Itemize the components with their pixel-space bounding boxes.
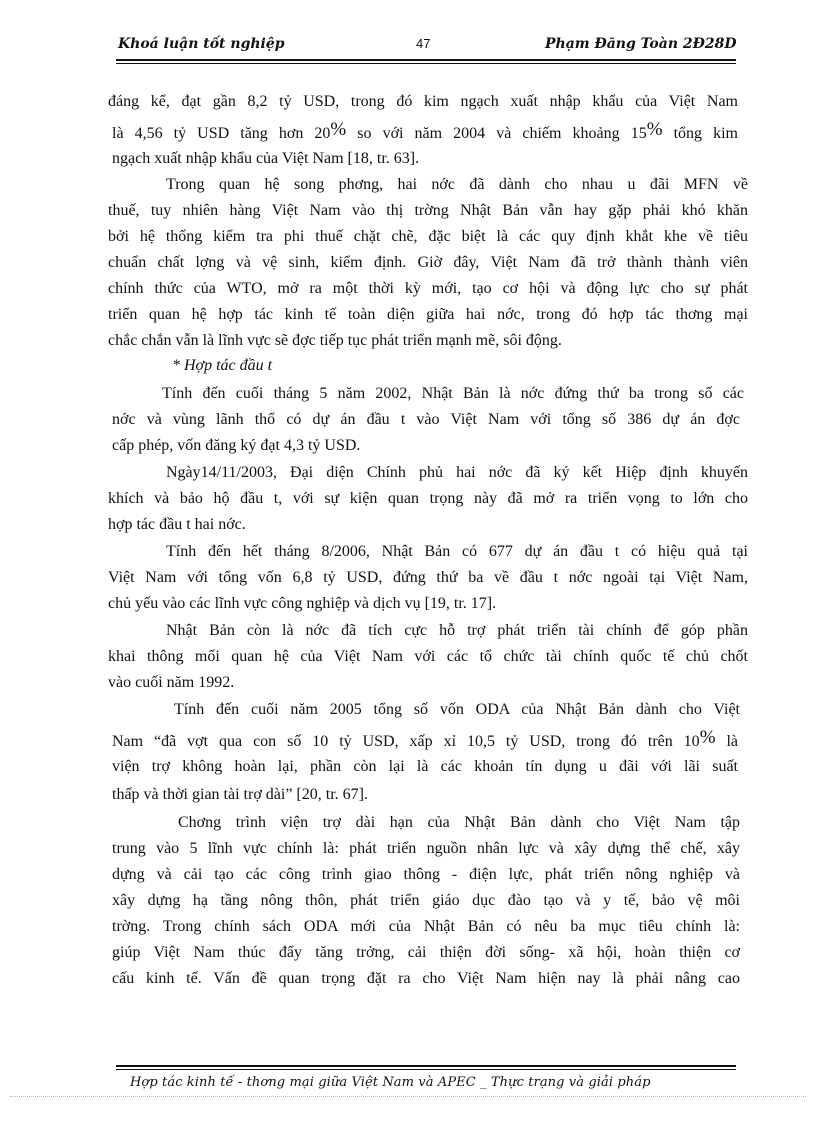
body-line: chủ yếu vào các lĩnh vực công nghiệp và dịch vụ [19, tr. 17]. <box>108 595 497 612</box>
body-line: trờng. Trong chính sách ODA mới của Nhật Bản có nêu ba mục tiêu chính là: <box>112 918 740 935</box>
body-line: Ngày14/11/2003, Đại diện Chính phủ hai nớc đã ký kết Hiệp định khuyến <box>166 464 748 481</box>
body-line: Tính đến hết tháng 8/2006, Nhật Bản có 677 dự án đầu t có hiệu quả tại <box>166 543 748 560</box>
body-line: chuẩn chất lợng và vệ sinh, kiểm định. Giờ đây, Việt Nam đã trở thành thành viên <box>108 254 748 271</box>
line-segment: là 4,56 tỷ USD tăng hơn 20 <box>112 125 331 142</box>
body-line: bởi hệ thống kiểm tra phi thuế chặt chẽ, đặc biệt là các quy định khắt khe về tiêu <box>108 228 748 245</box>
body-line: Việt Nam với tổng vốn 6,8 tỷ USD, đứng thứ ba về đầu t nớc ngoài tại Việt Nam, <box>108 569 748 586</box>
body-line: Nhật Bản còn là nớc đã tích cực hỗ trợ phát triển tài chính để góp phần <box>166 622 748 639</box>
body-line: Trong quan hệ song phơng, hai nớc đã dành cho nhau u đãi MFN về <box>166 176 748 193</box>
header-rule-thin <box>116 63 736 64</box>
body-line: đáng kể, đạt gần 8,2 tỷ USD, trong đó kim ngạch xuất nhập khẩu của Việt Nam <box>108 93 738 110</box>
percent-sign: % <box>330 119 347 140</box>
body-line: viện trợ không hoàn lại, phần còn lại là các khoản tín dụng u đãi với lãi suất <box>112 758 738 775</box>
body-line: xây dựng hạ tầng nông thôn, phát triển giáo dục đào tạo và y tế, bảo vệ môi <box>112 892 740 909</box>
body-line: thấp và thời gian tài trợ dài” [20, tr. 67]. <box>112 786 368 803</box>
body-line: giúp Việt Nam thúc đẩy tăng trởng, cải thiện đời sống- xã hội, hoàn thiện cơ <box>112 944 740 961</box>
body-line: chắc chắn vẫn là lĩnh vực sẽ đợc tiếp tục phát triển mạnh mẽ, sôi động. <box>108 332 562 349</box>
percent-sign: % <box>699 727 716 748</box>
line-segment: so với năm 2004 và chiếm khoảng 15 <box>346 125 647 142</box>
body-line: Chơng trình viện trợ dài hạn của Nhật Bản dành cho Việt Nam tập <box>178 814 740 831</box>
percent-sign: % <box>646 119 663 140</box>
body-line <box>112 728 738 752</box>
body-line: Tính đến cuối năm 2005 tổng số vốn ODA của Nhật Bản dành cho Việt <box>174 701 740 718</box>
body-line: thuế, tuy nhiên hàng Việt Nam vào thị trờng Nhật Bản vẫn hay gặp phải khó khăn <box>108 202 748 219</box>
body-line: nớc và vùng lãnh thổ có dự án đầu t vào Việt Nam với tổng số 386 dự án đợc <box>112 411 740 428</box>
body-line <box>112 120 738 144</box>
body-line: cấp phép, vốn đăng ký đạt 4,3 tỷ USD. <box>112 437 361 454</box>
line-segment: là <box>715 733 738 750</box>
body-line: ngạch xuất nhập khẩu của Việt Nam [18, tr. 63]. <box>112 150 420 167</box>
body-line: Tính đến cuối tháng 5 năm 2002, Nhật Bản là nớc đứng thứ ba trong số các <box>162 385 744 402</box>
header-rule <box>116 59 736 61</box>
line-segment: Nam “đã vợt qua con số 10 tỷ USD, xấp xỉ 10,5 tỷ USD, trong đó trên 10 <box>112 733 700 750</box>
footer-text: Hợp tác kinh tế - thơng mại giữa Việt Nam và APEC _ Thực trạng và giải pháp <box>130 1075 651 1090</box>
footer-rule <box>116 1065 736 1067</box>
body-line: vào cuối năm 1992. <box>108 674 235 691</box>
body-line: hợp tác đầu t hai nớc. <box>108 516 246 533</box>
line-segment: tổng kim <box>662 125 738 142</box>
header-title: Khoá luận tốt nghiệp <box>118 36 285 52</box>
page-edge-divider <box>10 1096 806 1097</box>
body-line: khai thông mối quan hệ của Việt Nam với các tổ chức tài chính quốc tế chủ chốt <box>108 648 748 665</box>
body-line: khích và bảo hộ đầu t, với sự kiện quan trọng này đã mở ra triển vọng to lớn cho <box>108 490 748 507</box>
section-heading: * Hợp tác đầu t <box>172 357 273 374</box>
body-line: triển quan hệ hợp tác kinh tế toàn diện giữa hai nớc, trong đó hợp tác thơng mại <box>108 306 748 323</box>
header-author: Phạm Đăng Toàn 2Đ28D <box>545 36 737 52</box>
body-line: dựng và cải tạo các công trình giao thông - điện lực, phát triển nông nghiệp và <box>112 866 740 883</box>
body-line: trung vào 5 lĩnh vực chính là: phát triển nguồn nhân lực và xây dựng thể chế, xây <box>112 840 740 857</box>
body-line: chính thức của WTO, mở ra một thời kỳ mới, tạo cơ hội và động lực cho sự phát <box>108 280 748 297</box>
footer-rule-thin <box>116 1069 736 1070</box>
body-line: cấu kinh tế. Vấn đề quan trọng đặt ra cho Việt Nam hiện nay là phải nâng cao <box>112 970 740 987</box>
page-number: 47 <box>416 36 431 51</box>
